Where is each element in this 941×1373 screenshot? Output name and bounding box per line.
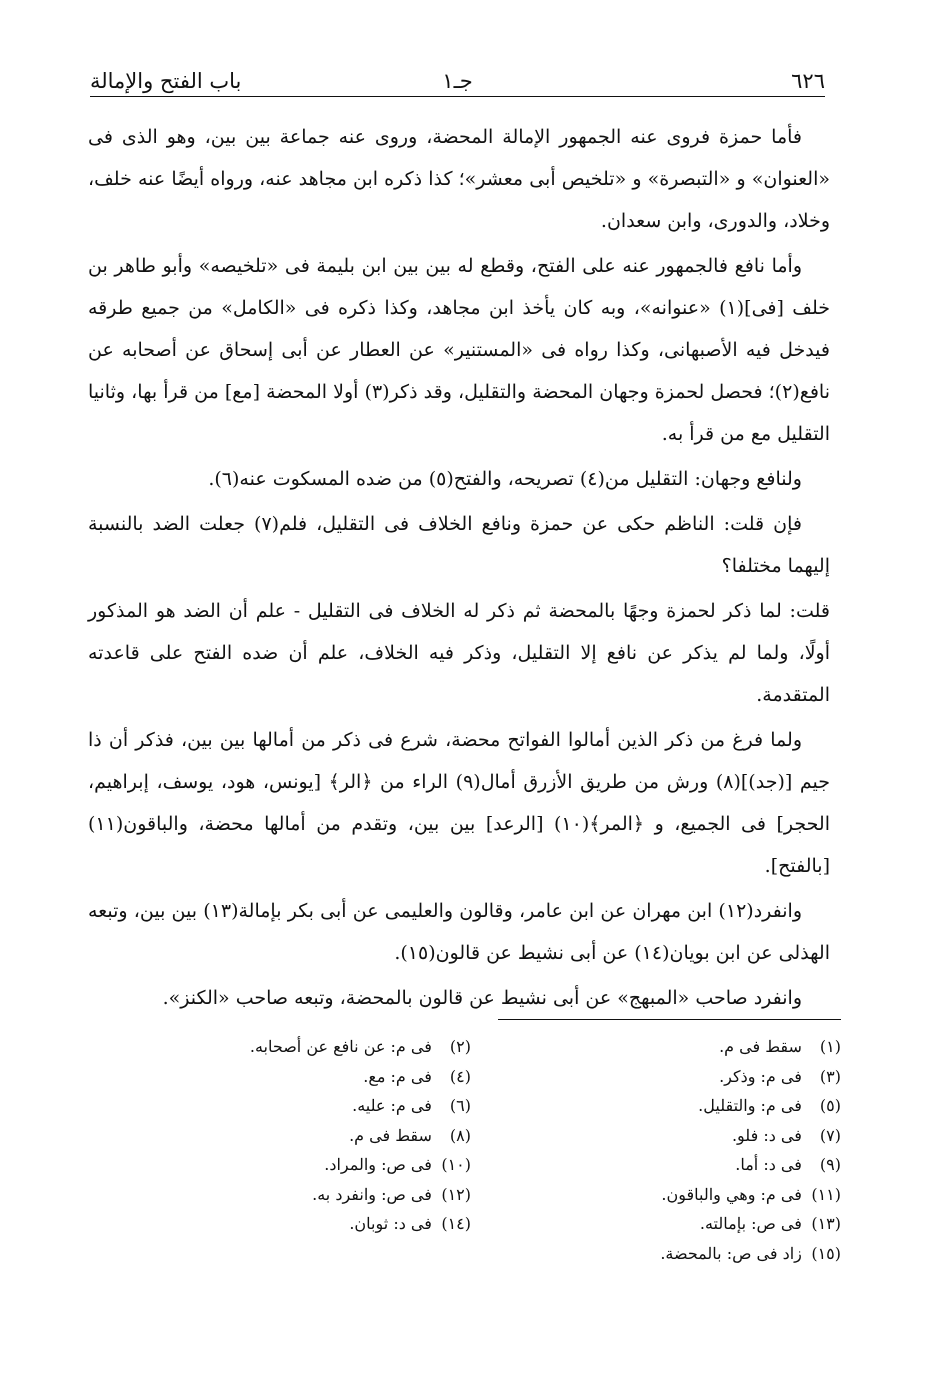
- paragraph: وانفرد(١٢) ابن مهران عن ابن عامر، وقالون والعليمى عن أبى بكر بإمالة(١٣) بين بين، وتبعه الهذلى عن ابن بويان(١٤) عن أبى نشيط عن قالون(١٥).: [88, 900, 830, 964]
- footnotes-column-right: [551, 1032, 841, 1268]
- footnote-text: سقط فى م.: [349, 1125, 432, 1145]
- paragraph: وانفرد صاحب «المبهج» عن أبى نشيط عن قالون بالمحضة، وتبعه صاحب «الكنز».: [162, 987, 802, 1009]
- footnote-number: (٧): [819, 1125, 841, 1145]
- footnote-number: (٨): [449, 1125, 471, 1145]
- footnote-number: (٥): [819, 1096, 841, 1115]
- footnote: [551, 1062, 841, 1092]
- footnote: [181, 1121, 471, 1151]
- footnote-text: فى م: وهي والباقون.: [661, 1184, 802, 1204]
- footnote-text: فى ص: والمراد.: [324, 1155, 432, 1174]
- footnote-text: زاد فى ص: بالمحضة.: [660, 1243, 802, 1263]
- paragraph: فأما حمزة فروى عنه الجمهور الإمالة المحضة، وروى عنه جماعة بين بين، وهو الذى فى «العنوان» و «التبصرة» و «تلخيص أبى معشر»؛ كذا ذكره ابن مجاهد عنه، ورواه أيضًا عنه خلف، وخلاد، والدورى، وابن سعدان.: [88, 126, 830, 232]
- footnote: [551, 1150, 841, 1180]
- footnote-text: فى م: وذكر.: [719, 1066, 802, 1086]
- footnote: [551, 1239, 841, 1269]
- main-text: [88, 116, 830, 1022]
- footnote-number: (١١): [811, 1184, 841, 1204]
- footnote: [551, 1091, 841, 1121]
- footnote-text: فى د: ثوبان.: [349, 1214, 432, 1233]
- page-number: ٦٢٦: [791, 69, 825, 93]
- footnote: [551, 1180, 841, 1210]
- paragraph: ولما فرغ من ذكر الذين أمالوا الفواتح محضة، شرع فى ذكر من أمالها بين بين، فذكر أن ذا جيم [(جد)](٨) ورش من طريق الأزرق أمال(٩) الراء من ﴿الر﴾ [يونس، هود، يوسف، إبراهيم، الحجر] فى الجميع، و ﴿المر﴾(١٠) [الرعد] بين بين، وتقدم من أمالها محضة، والباقون(١١) [بالفتح].: [88, 729, 830, 877]
- footnote: [181, 1091, 471, 1121]
- footnote: [181, 1032, 471, 1062]
- volume-label: جـ١: [442, 69, 473, 93]
- paragraph: قلت: لما ذكر لحمزة وجهًا بالمحضة ثم ذكر له الخلاف فى التقليل - علم أن الضد هو المذكور أولًا، ولما لم يذكر عن نافع إلا التقليل، وذكر فيه الخلاف، علم أن ضده الفتح على قاعدته المتقدمة.: [88, 600, 830, 706]
- footnote-number: (٤): [449, 1066, 471, 1086]
- footnote: [551, 1032, 841, 1062]
- footnote: [181, 1062, 471, 1092]
- footnote-text: فى ص: بإمالته.: [699, 1214, 802, 1233]
- paragraph: فإن قلت: الناظم حكى عن حمزة ونافع الخلاف فى التقليل، فلم(٧) جعلت الضد بالنسبة إليهما مختلفا؟: [88, 513, 830, 577]
- footnote: [181, 1209, 471, 1239]
- chapter-title: باب الفتح والإمالة: [90, 69, 242, 93]
- footnote-number: (٩): [819, 1155, 841, 1174]
- footnote: [551, 1209, 841, 1239]
- footnote-number: (١٢): [441, 1184, 471, 1204]
- footnote-separator: [498, 1019, 841, 1020]
- footnote-number: (١): [819, 1037, 841, 1056]
- footnote-number: (٣): [819, 1066, 841, 1086]
- footnote-number: (١٤): [441, 1214, 471, 1233]
- footnote-number: (٢): [449, 1037, 471, 1056]
- footnote: [181, 1180, 471, 1210]
- footnote-text: فى م: والتقليل.: [698, 1096, 802, 1115]
- footnote-text: سقط فى م.: [719, 1037, 802, 1056]
- running-header: [90, 58, 825, 97]
- footnote: [181, 1150, 471, 1180]
- footnote-text: فى م: عليه.: [352, 1096, 432, 1115]
- footnote-number: (١٠): [441, 1155, 471, 1174]
- paragraph: ولنافع وجهان: التقليل من(٤) تصريحه، والفتح(٥) من ضده المسكوت عنه(٦).: [208, 468, 802, 490]
- footnote-text: فى د: فلو.: [731, 1125, 802, 1145]
- footnote-number: (١٥): [811, 1243, 841, 1263]
- footnote-text: فى م: مع.: [363, 1066, 432, 1086]
- footnote-number: (١٣): [811, 1214, 841, 1233]
- footnotes-column-left: [181, 1032, 471, 1239]
- footnote-text: فى م: عن نافع عن أصحابه.: [249, 1037, 432, 1056]
- footnote: [551, 1121, 841, 1151]
- footnote-text: فى د: أما.: [735, 1155, 802, 1174]
- paragraph: وأما نافع فالجمهور عنه على الفتح، وقطع له بين بين ابن بليمة فى «تلخيصه» وأبو طاهر بن خلف [فى](١) «عنوانه»، وبه كان يأخذ ابن مجاهد، وكذا ذكره فى «الكامل» من جميع طرقه فيدخل فيه الأصبهانى، وكذا رواه فى «المستنير» عن العطار عن أبى إسحاق عن أصحابه عن نافع(٢)؛ فحصل لحمزة وجهان المحضة والتقليل، وقد ذكر(٣) أولا المحضة [مع] من قرأ بها، وثانيا التقليل مع من قرأ به.: [88, 255, 830, 445]
- footnote-text: فى ص: وانفرد به.: [312, 1184, 432, 1204]
- footnote-number: (٦): [449, 1096, 471, 1115]
